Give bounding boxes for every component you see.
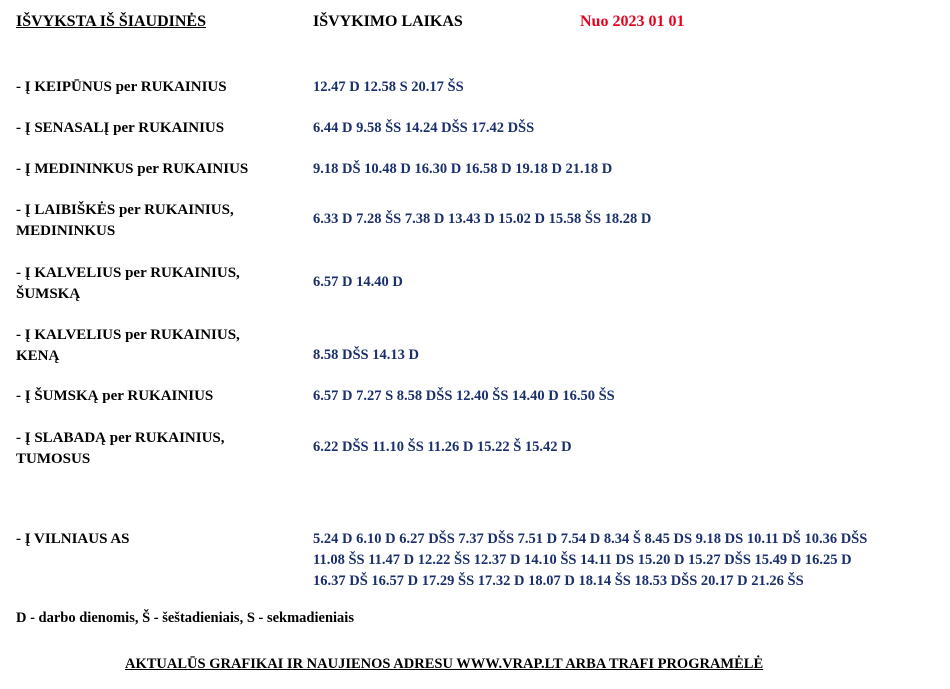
route-times-line: 9.18 DŠ 10.48 D 16.30 D 16.58 D 19.18 D 21.18 D [313,161,613,177]
route-times-line: 6.33 D 7.28 ŠS 7.38 D 13.43 D 15.02 D 15.58 ŠS 18.28 D [313,211,652,227]
route-destination-line: - Į SENASALĮ per RUKAINIUS [16,120,225,136]
route-destination-line: - Į LAIBIŠKĖS per RUKAINIUS, [16,202,234,218]
route-destination [16,200,234,242]
route-times [313,77,464,98]
route-times [313,209,651,230]
day-codes-legend: D - darbo dienomis, Š - šeštadieniais, S - sekmadieniais [16,610,354,626]
route-destination [16,159,248,180]
route-destination [16,263,240,305]
route-times-line: 6.44 D 9.58 ŠS 14.24 DŠS 17.42 DŠS [313,120,535,136]
valid-from-date: Nuo 2023 01 01 [580,13,685,30]
route-times [313,386,615,407]
route-destination-line: - Į KALVELIUS per RUKAINIUS, [16,265,240,281]
route-times-line: 6.57 D 7.27 S 8.58 DŠS 12.40 ŠS 14.40 D 16.50 ŠS [313,388,615,404]
departure-time-heading: IŠVYKIMO LAIKAS [313,13,463,30]
route-times-line: 16.37 DŠ 16.57 D 17.29 ŠS 17.32 D 18.07 D 18.14 ŠS 18.53 DŠS 20.17 D 21.26 ŠS [313,573,804,589]
route-destination [16,325,240,367]
route-destination [16,428,225,470]
route-destination [16,529,130,550]
route-times [313,159,612,180]
route-times-line: 5.24 D 6.10 D 6.27 DŠS 7.37 DŠS 7.51 D 7.54 D 8.34 Š 8.45 DS 9.18 DS 10.11 DŠ 10.36 DŠS [313,531,868,547]
route-destination [16,118,224,139]
route-destination-line: MEDININKUS [16,223,116,239]
route-destination-line: - Į MEDININKUS per RUKAINIUS [16,161,249,177]
route-times-line: 11.08 ŠS 11.47 D 12.22 ŠS 12.37 D 14.10 ŠS 14.11 DS 15.20 D 15.27 DŠS 15.49 D 16.25 D [313,552,852,568]
route-destination-line: - Į VILNIAUS AS [16,531,130,547]
route-destination [16,77,227,98]
route-destination-line: - Į SLABADĄ per RUKAINIUS, [16,430,225,446]
route-times [313,118,534,139]
route-times-line: 6.22 DŠS 11.10 ŠS 11.26 D 15.22 Š 15.42 D [313,439,572,455]
route-times-line: 8.58 DŠS 14.13 D [313,347,419,363]
route-times-line: 6.57 D 14.40 D [313,274,403,290]
route-times-line: 12.47 D 12.58 S 20.17 ŠS [313,79,464,95]
route-times [313,529,867,592]
route-times [313,345,419,366]
route-destination-line: - Į KEIPŪNUS per RUKAINIUS [16,79,227,95]
route-destination-line: TUMOSUS [16,451,91,467]
route-times [313,272,403,293]
route-destination-line: ŠUMSKĄ [16,286,81,302]
route-destination-line: - Į ŠUMSKĄ per RUKAINIUS [16,388,214,404]
departs-from-heading: IŠVYKSTA IŠ ŠIAUDINĖS [16,13,206,30]
route-destination [16,386,213,407]
route-destination-line: - Į KALVELIUS per RUKAINIUS, [16,327,240,343]
footer-notice: AKTUALŪS GRAFIKAI IR NAUJIENOS ADRESU WWW.VRAP.LT ARBA TRAFI PROGRAMĖLĖ [125,656,764,672]
route-destination-line: KENĄ [16,348,60,364]
route-times [313,437,572,458]
